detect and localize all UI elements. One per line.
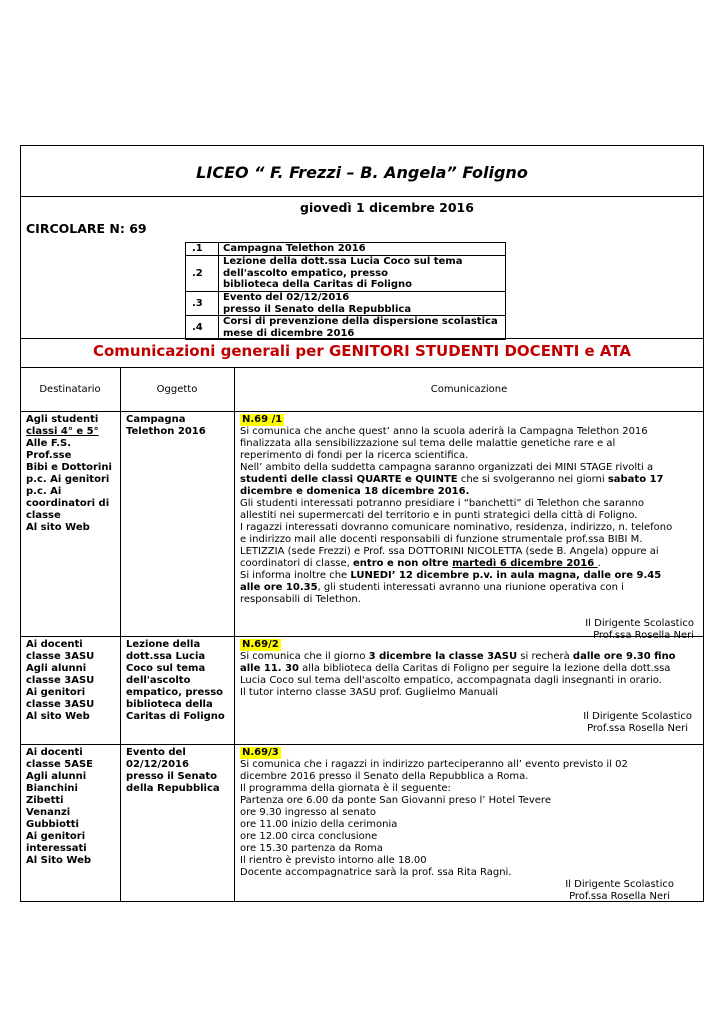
section-heading: Comunicazioni generali per GENITORI STUDENTI DOCENTI e ATA bbox=[92, 342, 632, 360]
signature-title: Il Dirigente Scolastico bbox=[565, 879, 674, 890]
circular-tag: N.69/3 bbox=[242, 747, 279, 758]
topics-table bbox=[185, 242, 506, 340]
circular-tag: N.69 /1 bbox=[242, 414, 283, 425]
column-header-oggetto: Oggetto bbox=[156, 384, 198, 395]
column-divider bbox=[234, 367, 235, 902]
topic-row bbox=[186, 256, 506, 292]
topic-text: Corsi di prevenzione della dispersione scolastica mese di dicembre 2016 bbox=[219, 316, 506, 340]
row-recipients: Ai docenti classe 3ASU Agli alunni classe 3ASU Ai genitori classe 3ASU Al sito Web bbox=[26, 639, 95, 722]
circular-date: giovedì 1 dicembre 2016 bbox=[300, 200, 474, 215]
topic-number: .2 bbox=[186, 256, 219, 292]
row-subject: Evento del 02/12/2016 presso il Senato della Repubblica bbox=[126, 747, 220, 794]
signature-title: Il Dirigente Scolastico bbox=[585, 618, 694, 629]
topic-number: .4 bbox=[186, 316, 219, 340]
column-header-destinatario: Destinatario bbox=[39, 384, 101, 395]
signature-name: Prof.ssa Rosella Neri bbox=[593, 630, 694, 641]
row-subject: Lezione della dott.ssa Lucia Coco sul tema dell'ascolto empatico, presso biblioteca della Caritas di Foligno bbox=[126, 639, 225, 722]
signature-name: Prof.ssa Rosella Neri bbox=[587, 723, 688, 734]
row-recipients: Ai docenti classe 5ASE Agli alunni Bianchini Zibetti Venanzi Gubbiotti Ai genitori interessati Al Sito Web bbox=[26, 747, 94, 866]
circular-tag: N.69/2 bbox=[242, 639, 279, 650]
row-communication: N.69/3 Si comunica che i ragazzi in indirizzo parteciperanno all’ evento previsto il 02 dicembre 2016 presso il Senato della Repubblica a Roma. Il programma della giornata è il seguente: Partenza ore 6.00 da ponte San Giovanni preso l’ Hotel Tevere ore 9.30 ingresso al senato ore 11.00 inizio della cerimonia ore 12.00 circa conclusione ore 15.30 partenza da Roma Il rientro è previsto intorno alle 18.00 Docente accompagnatrice sarà la prof. ssa Rita Ragni. Il Dirigente Scolastico Prof.ssa Rosella Neri bbox=[240, 747, 702, 903]
row-subject: Campagna Telethon 2016 bbox=[126, 414, 206, 437]
circular-number: CIRCOLARE N: 69 bbox=[26, 221, 147, 236]
topic-number: .1 bbox=[186, 243, 219, 256]
topic-text: Campagna Telethon 2016 bbox=[219, 243, 506, 256]
row-recipients: Agli studenti classi 4° e 5° Alle F.S. Prof.sse Bibi e Dottorini p.c. Ai genitori p.c. Ai coordinatori di classe Al sito Web bbox=[26, 414, 112, 533]
signature-title: Il Dirigente Scolastico bbox=[583, 711, 692, 722]
divider bbox=[20, 196, 704, 197]
row-communication: N.69/2 Si comunica che il giorno 3 dicembre la classe 3ASU si recherà dalle ore 9.30 fino alle 11. 30 alla biblioteca della Caritas di Foligno per seguire la lezione della dott.ssa Lucia Coco sul tema dell'ascolto empatico, accompagnata dagli insegnanti in orario. Il tutor interno classe 3ASU prof. Guglielmo Manuali Il Dirigente Scolastico Prof.ssa Rosella Neri bbox=[240, 639, 702, 735]
signature-name: Prof.ssa Rosella Neri bbox=[569, 891, 670, 902]
topic-text: Lezione della dott.ssa Lucia Coco sul tema dell'ascolto empatico, presso biblioteca della Caritas di Foligno bbox=[219, 256, 506, 292]
topic-row bbox=[186, 243, 506, 256]
divider bbox=[20, 411, 704, 412]
column-divider bbox=[120, 367, 121, 902]
divider bbox=[20, 744, 704, 745]
divider bbox=[20, 367, 704, 368]
row-communication: N.69 /1 Si comunica che anche quest’ anno la scuola aderirà la Campagna Telethon 2016 finalizzata alla sensibilizzazione sul tema delle malattie genetiche rare e al reperimento di fondi per la ricerca scientifica. Nell’ ambito della suddetta campagna saranno organizzati dei MINI STAGE rivolti a studenti delle classi QUARTE e QUINTE che si svolgeranno nei giorni sabato 17 dicembre e domenica 18 dicembre 2016. Gli studenti interessati potranno presidiare i “banchetti” di Telethon che saranno allestiti nei supermercati del territorio e in punti strategici della città di Foligno. I ragazzi interessati dovranno comunicare nominativo, residenza, indirizzo, n. telefono e indirizzo mail alle docenti responsabili di funzione strumentale prof.ssa BIBI M. LETIZZIA (sede Frezzi) e Prof. ssa DOTTORINI NICOLETTA (sede B. Angela) oppure ai coordinatori di classe, entro e non oltre martedì 6 dicembre 2016 . Si informa inoltre che LUNEDI’ 12 dicembre p.v. in aula magna, dalle ore 9.45 alle ore 10.35, gli studenti interessati avranno una riunione operativa con i responsabili di Telethon. Il Dirigente Scolastico Prof.ssa Rosella Neri bbox=[240, 414, 702, 642]
column-header-comunicazione: Comunicazione bbox=[430, 384, 508, 395]
topic-row bbox=[186, 316, 506, 340]
topic-text: Evento del 02/12/2016 presso il Senato della Repubblica bbox=[219, 292, 506, 316]
topic-number: .3 bbox=[186, 292, 219, 316]
topic-row bbox=[186, 292, 506, 316]
school-title: LICEO “ F. Frezzi – B. Angela” Foligno bbox=[196, 163, 528, 182]
